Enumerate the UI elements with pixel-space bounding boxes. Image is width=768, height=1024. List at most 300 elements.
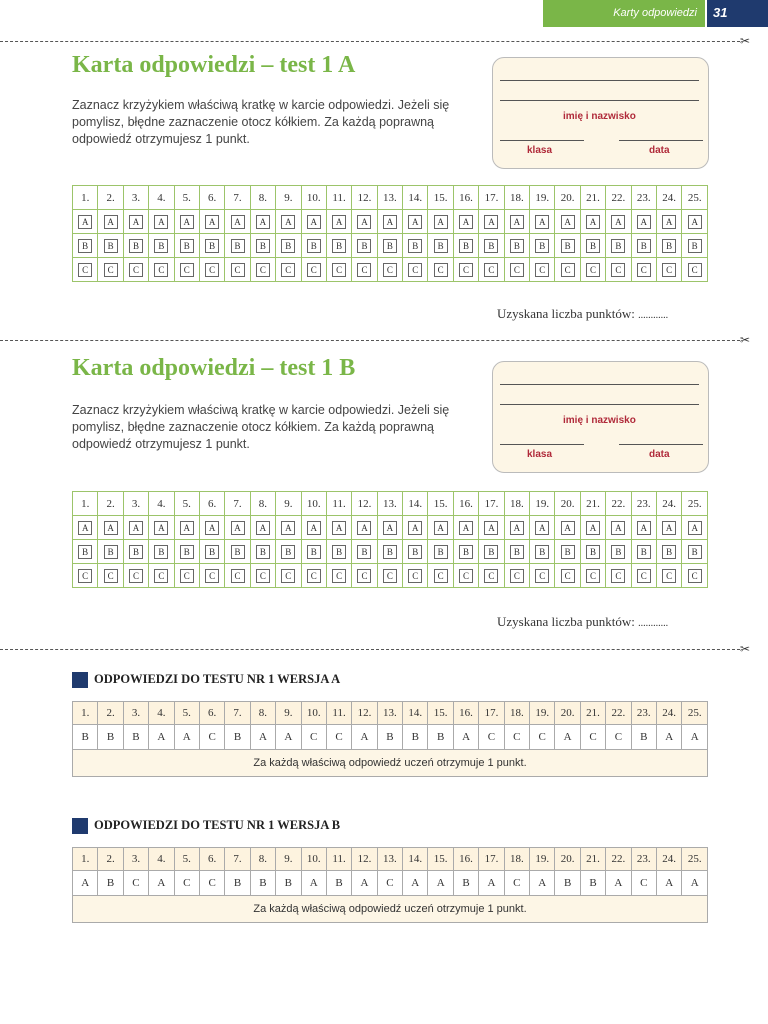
- option-checkbox[interactable]: A: [129, 521, 143, 535]
- option-cell: [428, 564, 453, 588]
- option-checkbox[interactable]: B: [231, 545, 245, 559]
- option-checkbox[interactable]: C: [561, 569, 575, 583]
- option-checkbox[interactable]: B: [408, 545, 422, 559]
- answer-letter: A: [530, 871, 555, 896]
- option-checkbox[interactable]: B: [611, 239, 625, 253]
- answer-letter: A: [453, 725, 478, 750]
- date-label: data: [649, 145, 670, 156]
- question-number: 4.: [149, 186, 174, 210]
- option-checkbox[interactable]: B: [78, 545, 92, 559]
- points-label: Uzyskana liczba punktów:: [497, 306, 635, 321]
- option-cell: [123, 540, 148, 564]
- answer-key-a: [72, 701, 708, 777]
- option-cell: [656, 516, 681, 540]
- question-number: 25.: [682, 702, 708, 725]
- option-cell: [580, 540, 605, 564]
- question-number: 16.: [453, 186, 478, 210]
- scissors-icon: ✂: [740, 34, 751, 48]
- option-checkbox[interactable]: C: [383, 263, 397, 277]
- option-checkbox[interactable]: B: [561, 239, 575, 253]
- question-number: 20.: [555, 848, 580, 871]
- option-cell: [377, 540, 402, 564]
- option-checkbox[interactable]: C: [332, 263, 346, 277]
- option-checkbox[interactable]: B: [637, 545, 651, 559]
- option-checkbox[interactable]: A: [357, 521, 371, 535]
- option-checkbox[interactable]: B: [484, 545, 498, 559]
- option-checkbox[interactable]: B: [510, 545, 524, 559]
- question-number-row: [73, 702, 708, 725]
- option-checkbox[interactable]: A: [205, 215, 219, 229]
- option-checkbox[interactable]: A: [78, 215, 92, 229]
- option-checkbox[interactable]: B: [307, 239, 321, 253]
- question-number: 12.: [352, 702, 377, 725]
- question-number: 21.: [580, 848, 605, 871]
- answer-letter: C: [301, 725, 326, 750]
- option-checkbox[interactable]: B: [129, 545, 143, 559]
- option-cell: [174, 210, 199, 234]
- option-cell: [428, 516, 453, 540]
- question-number: 1.: [73, 492, 98, 516]
- page-number-box: [707, 0, 768, 27]
- option-cell: [199, 210, 224, 234]
- option-checkbox[interactable]: C: [637, 569, 651, 583]
- option-cell: [479, 258, 504, 282]
- option-checkbox[interactable]: C: [78, 263, 92, 277]
- option-checkbox[interactable]: B: [383, 239, 397, 253]
- option-checkbox[interactable]: B: [434, 239, 448, 253]
- option-checkbox[interactable]: C: [357, 569, 371, 583]
- option-checkbox[interactable]: C: [637, 263, 651, 277]
- option-cell: [250, 516, 275, 540]
- option-checkbox[interactable]: A: [510, 521, 524, 535]
- option-cell: [352, 210, 377, 234]
- option-checkbox[interactable]: A: [383, 521, 397, 535]
- option-checkbox[interactable]: B: [180, 545, 194, 559]
- option-checkbox[interactable]: C: [104, 263, 118, 277]
- heading-marker: [72, 672, 88, 688]
- option-cell: [199, 564, 224, 588]
- option-checkbox[interactable]: A: [637, 521, 651, 535]
- option-checkbox[interactable]: C: [205, 263, 219, 277]
- answer-letter: C: [199, 725, 224, 750]
- option-checkbox[interactable]: A: [332, 521, 346, 535]
- option-cell: [504, 234, 529, 258]
- option-checkbox[interactable]: C: [129, 263, 143, 277]
- key-a-title: ODPOWIEDZI DO TESTU NR 1 WERSJA A: [94, 672, 341, 686]
- answer-letter: A: [555, 725, 580, 750]
- option-checkbox[interactable]: A: [281, 521, 295, 535]
- option-checkbox[interactable]: C: [332, 569, 346, 583]
- answer-letter: A: [656, 871, 681, 896]
- option-cell: [453, 564, 478, 588]
- option-checkbox[interactable]: A: [256, 521, 270, 535]
- answer-letter: A: [352, 871, 377, 896]
- option-checkbox[interactable]: B: [205, 239, 219, 253]
- option-checkbox[interactable]: C: [231, 569, 245, 583]
- question-number: 3.: [123, 702, 148, 725]
- option-cell: [555, 258, 580, 282]
- option-checkbox[interactable]: A: [535, 521, 549, 535]
- option-checkbox[interactable]: B: [535, 239, 549, 253]
- option-checkbox[interactable]: C: [586, 263, 600, 277]
- answer-letter: A: [301, 871, 326, 896]
- option-cell: [276, 564, 301, 588]
- option-row: [73, 258, 708, 282]
- option-checkbox[interactable]: B: [256, 239, 270, 253]
- class-line: [500, 140, 584, 141]
- question-number: 20.: [555, 186, 580, 210]
- option-cell: [530, 210, 555, 234]
- option-checkbox[interactable]: B: [510, 239, 524, 253]
- option-checkbox[interactable]: B: [332, 545, 346, 559]
- option-checkbox[interactable]: B: [104, 545, 118, 559]
- option-checkbox[interactable]: A: [484, 215, 498, 229]
- option-cell: [301, 258, 326, 282]
- question-number: 23.: [631, 186, 656, 210]
- option-cell: [479, 210, 504, 234]
- option-cell: [225, 258, 250, 282]
- option-checkbox[interactable]: A: [357, 215, 371, 229]
- question-number: 22.: [606, 186, 631, 210]
- option-cell: [98, 564, 123, 588]
- option-checkbox[interactable]: A: [205, 521, 219, 535]
- option-checkbox[interactable]: B: [561, 545, 575, 559]
- option-checkbox[interactable]: C: [662, 569, 676, 583]
- option-checkbox[interactable]: C: [459, 263, 473, 277]
- option-checkbox[interactable]: A: [688, 215, 702, 229]
- answer-grid-b: [72, 491, 708, 588]
- answer-letter: B: [225, 871, 250, 896]
- option-checkbox[interactable]: C: [129, 569, 143, 583]
- option-checkbox[interactable]: A: [154, 215, 168, 229]
- option-checkbox[interactable]: A: [180, 521, 194, 535]
- option-cell: [149, 540, 174, 564]
- points-label: Uzyskana liczba punktów:: [497, 614, 635, 629]
- option-checkbox[interactable]: C: [205, 569, 219, 583]
- option-cell: [377, 258, 402, 282]
- question-number: 1.: [73, 848, 98, 871]
- option-checkbox[interactable]: B: [662, 545, 676, 559]
- option-cell: [530, 516, 555, 540]
- option-checkbox[interactable]: B: [78, 239, 92, 253]
- option-checkbox[interactable]: A: [561, 521, 575, 535]
- answer-letter: B: [555, 871, 580, 896]
- option-checkbox[interactable]: C: [434, 263, 448, 277]
- option-cell: [453, 234, 478, 258]
- option-checkbox[interactable]: A: [408, 215, 422, 229]
- option-cell: [199, 234, 224, 258]
- answer-letter: C: [479, 725, 504, 750]
- option-checkbox[interactable]: A: [434, 215, 448, 229]
- option-checkbox[interactable]: B: [154, 545, 168, 559]
- option-checkbox[interactable]: A: [231, 521, 245, 535]
- option-checkbox[interactable]: C: [434, 569, 448, 583]
- option-checkbox[interactable]: B: [662, 239, 676, 253]
- option-checkbox[interactable]: A: [129, 215, 143, 229]
- option-cell: [352, 234, 377, 258]
- question-number: 7.: [225, 186, 250, 210]
- card-a-title: Karta odpowiedzi – test 1 A: [72, 52, 356, 78]
- question-number: 18.: [504, 492, 529, 516]
- option-checkbox[interactable]: A: [611, 215, 625, 229]
- option-checkbox[interactable]: B: [205, 545, 219, 559]
- option-checkbox[interactable]: C: [586, 569, 600, 583]
- date-line: [619, 444, 703, 445]
- option-checkbox[interactable]: A: [484, 521, 498, 535]
- option-checkbox[interactable]: C: [535, 263, 549, 277]
- answer-letter: B: [326, 871, 351, 896]
- question-number: 23.: [631, 848, 656, 871]
- option-checkbox[interactable]: C: [561, 263, 575, 277]
- option-checkbox[interactable]: B: [256, 545, 270, 559]
- option-checkbox[interactable]: A: [383, 215, 397, 229]
- question-number: 17.: [479, 702, 504, 725]
- option-checkbox[interactable]: A: [434, 521, 448, 535]
- option-checkbox[interactable]: B: [434, 545, 448, 559]
- section-title: Karty odpowiedzi: [613, 7, 697, 19]
- option-checkbox[interactable]: A: [586, 215, 600, 229]
- question-number: 3.: [123, 492, 148, 516]
- option-checkbox[interactable]: B: [688, 239, 702, 253]
- option-checkbox[interactable]: B: [307, 545, 321, 559]
- option-checkbox[interactable]: C: [662, 263, 676, 277]
- option-checkbox[interactable]: A: [408, 521, 422, 535]
- answer-letter: B: [403, 725, 428, 750]
- option-checkbox[interactable]: A: [154, 521, 168, 535]
- option-checkbox[interactable]: B: [459, 545, 473, 559]
- option-checkbox[interactable]: B: [154, 239, 168, 253]
- question-number: 23.: [631, 702, 656, 725]
- option-cell: [149, 210, 174, 234]
- option-checkbox[interactable]: C: [231, 263, 245, 277]
- question-number: 9.: [276, 702, 301, 725]
- question-number: 17.: [479, 848, 504, 871]
- option-checkbox[interactable]: A: [535, 215, 549, 229]
- option-checkbox[interactable]: C: [180, 569, 194, 583]
- name-line: [500, 100, 699, 101]
- option-cell: [555, 540, 580, 564]
- option-checkbox[interactable]: C: [484, 569, 498, 583]
- option-checkbox[interactable]: A: [662, 521, 676, 535]
- question-number: 19.: [530, 492, 555, 516]
- option-checkbox[interactable]: A: [256, 215, 270, 229]
- option-checkbox[interactable]: C: [78, 569, 92, 583]
- option-cell: [73, 234, 98, 258]
- option-cell: [123, 234, 148, 258]
- question-number: 13.: [377, 702, 402, 725]
- option-checkbox[interactable]: B: [281, 545, 295, 559]
- option-checkbox[interactable]: C: [256, 569, 270, 583]
- answer-letter: C: [504, 871, 529, 896]
- option-checkbox[interactable]: A: [510, 215, 524, 229]
- option-cell: [403, 540, 428, 564]
- option-checkbox[interactable]: A: [332, 215, 346, 229]
- question-number: 15.: [428, 702, 453, 725]
- option-checkbox[interactable]: C: [510, 263, 524, 277]
- question-number: 11.: [326, 186, 351, 210]
- option-checkbox[interactable]: A: [307, 521, 321, 535]
- question-number: 5.: [174, 186, 199, 210]
- answer-letter: B: [377, 725, 402, 750]
- option-checkbox[interactable]: B: [383, 545, 397, 559]
- option-checkbox[interactable]: A: [104, 521, 118, 535]
- question-number: 18.: [504, 848, 529, 871]
- option-checkbox[interactable]: C: [256, 263, 270, 277]
- option-checkbox[interactable]: A: [637, 215, 651, 229]
- option-checkbox[interactable]: C: [688, 569, 702, 583]
- answer-letter: A: [352, 725, 377, 750]
- option-checkbox[interactable]: C: [611, 569, 625, 583]
- option-checkbox[interactable]: B: [459, 239, 473, 253]
- option-checkbox[interactable]: A: [104, 215, 118, 229]
- answer-letter: C: [606, 725, 631, 750]
- option-cell: [403, 258, 428, 282]
- option-checkbox[interactable]: A: [611, 521, 625, 535]
- question-number: 21.: [580, 492, 605, 516]
- option-checkbox[interactable]: B: [637, 239, 651, 253]
- option-checkbox[interactable]: A: [688, 521, 702, 535]
- option-checkbox[interactable]: A: [459, 215, 473, 229]
- answer-letter: B: [428, 725, 453, 750]
- option-checkbox[interactable]: C: [307, 263, 321, 277]
- option-checkbox[interactable]: B: [484, 239, 498, 253]
- option-checkbox[interactable]: C: [154, 569, 168, 583]
- option-checkbox[interactable]: B: [586, 545, 600, 559]
- option-checkbox[interactable]: B: [180, 239, 194, 253]
- option-checkbox[interactable]: B: [104, 239, 118, 253]
- answer-letter: A: [428, 871, 453, 896]
- option-cell: [98, 516, 123, 540]
- question-number: 14.: [403, 848, 428, 871]
- option-checkbox[interactable]: B: [357, 239, 371, 253]
- points-blank[interactable]: ............: [638, 310, 669, 321]
- question-number: 10.: [301, 702, 326, 725]
- option-cell: [225, 516, 250, 540]
- option-checkbox[interactable]: B: [231, 239, 245, 253]
- points-blank[interactable]: ............: [638, 618, 669, 629]
- option-cell: [326, 540, 351, 564]
- option-cell: [123, 258, 148, 282]
- option-cell: [149, 234, 174, 258]
- option-cell: [276, 540, 301, 564]
- option-cell: [606, 210, 631, 234]
- answer-letter: A: [276, 725, 301, 750]
- option-checkbox[interactable]: C: [408, 263, 422, 277]
- option-checkbox[interactable]: C: [180, 263, 194, 277]
- option-cell: [250, 564, 275, 588]
- note-row: [73, 896, 708, 923]
- question-number: 10.: [301, 186, 326, 210]
- option-checkbox[interactable]: C: [688, 263, 702, 277]
- question-number: 2.: [98, 186, 123, 210]
- option-checkbox[interactable]: A: [281, 215, 295, 229]
- answer-letter: B: [276, 871, 301, 896]
- option-checkbox[interactable]: C: [357, 263, 371, 277]
- option-cell: [428, 210, 453, 234]
- option-checkbox[interactable]: A: [561, 215, 575, 229]
- question-number: 13.: [377, 492, 402, 516]
- question-number: 7.: [225, 848, 250, 871]
- option-checkbox[interactable]: C: [281, 569, 295, 583]
- question-number: 9.: [276, 186, 301, 210]
- option-cell: [73, 210, 98, 234]
- option-checkbox[interactable]: A: [586, 521, 600, 535]
- option-cell: [250, 540, 275, 564]
- option-cell: [631, 210, 656, 234]
- option-cell: [530, 258, 555, 282]
- option-cell: [504, 210, 529, 234]
- option-checkbox[interactable]: C: [154, 263, 168, 277]
- question-number: 6.: [199, 492, 224, 516]
- option-checkbox[interactable]: C: [611, 263, 625, 277]
- name-line: [500, 80, 699, 81]
- option-checkbox[interactable]: A: [662, 215, 676, 229]
- option-checkbox[interactable]: B: [688, 545, 702, 559]
- option-checkbox[interactable]: A: [307, 215, 321, 229]
- answer-letter: C: [580, 725, 605, 750]
- answer-letter: C: [174, 871, 199, 896]
- option-checkbox[interactable]: C: [104, 569, 118, 583]
- class-line: [500, 444, 584, 445]
- question-number: 22.: [606, 702, 631, 725]
- option-cell: [276, 210, 301, 234]
- option-checkbox[interactable]: A: [180, 215, 194, 229]
- answer-letter: B: [98, 725, 123, 750]
- option-checkbox[interactable]: B: [535, 545, 549, 559]
- option-cell: [326, 516, 351, 540]
- option-checkbox[interactable]: A: [459, 521, 473, 535]
- option-cell: [123, 516, 148, 540]
- option-checkbox[interactable]: C: [281, 263, 295, 277]
- option-checkbox[interactable]: B: [586, 239, 600, 253]
- question-number: 11.: [326, 702, 351, 725]
- option-checkbox[interactable]: B: [332, 239, 346, 253]
- option-cell: [225, 234, 250, 258]
- option-checkbox[interactable]: C: [383, 569, 397, 583]
- option-checkbox[interactable]: A: [231, 215, 245, 229]
- option-checkbox[interactable]: C: [510, 569, 524, 583]
- option-checkbox[interactable]: C: [459, 569, 473, 583]
- option-cell: [199, 540, 224, 564]
- answer-letter: A: [174, 725, 199, 750]
- option-checkbox[interactable]: A: [78, 521, 92, 535]
- option-checkbox[interactable]: B: [611, 545, 625, 559]
- note-row: [73, 750, 708, 777]
- option-cell: [453, 540, 478, 564]
- option-checkbox[interactable]: B: [129, 239, 143, 253]
- question-number: 15.: [428, 848, 453, 871]
- option-cell: [301, 516, 326, 540]
- option-checkbox[interactable]: C: [535, 569, 549, 583]
- question-number: 4.: [149, 848, 174, 871]
- question-number: 25.: [682, 186, 708, 210]
- option-cell: [580, 516, 605, 540]
- option-cell: [530, 564, 555, 588]
- option-checkbox[interactable]: C: [484, 263, 498, 277]
- option-checkbox[interactable]: B: [408, 239, 422, 253]
- question-number: 15.: [428, 492, 453, 516]
- option-checkbox[interactable]: B: [357, 545, 371, 559]
- option-cell: [428, 540, 453, 564]
- option-checkbox[interactable]: C: [408, 569, 422, 583]
- question-number: 3.: [123, 848, 148, 871]
- option-checkbox[interactable]: C: [307, 569, 321, 583]
- option-checkbox[interactable]: B: [281, 239, 295, 253]
- option-cell: [199, 516, 224, 540]
- option-cell: [98, 540, 123, 564]
- answer-letter: C: [377, 871, 402, 896]
- answer-letter: B: [580, 871, 605, 896]
